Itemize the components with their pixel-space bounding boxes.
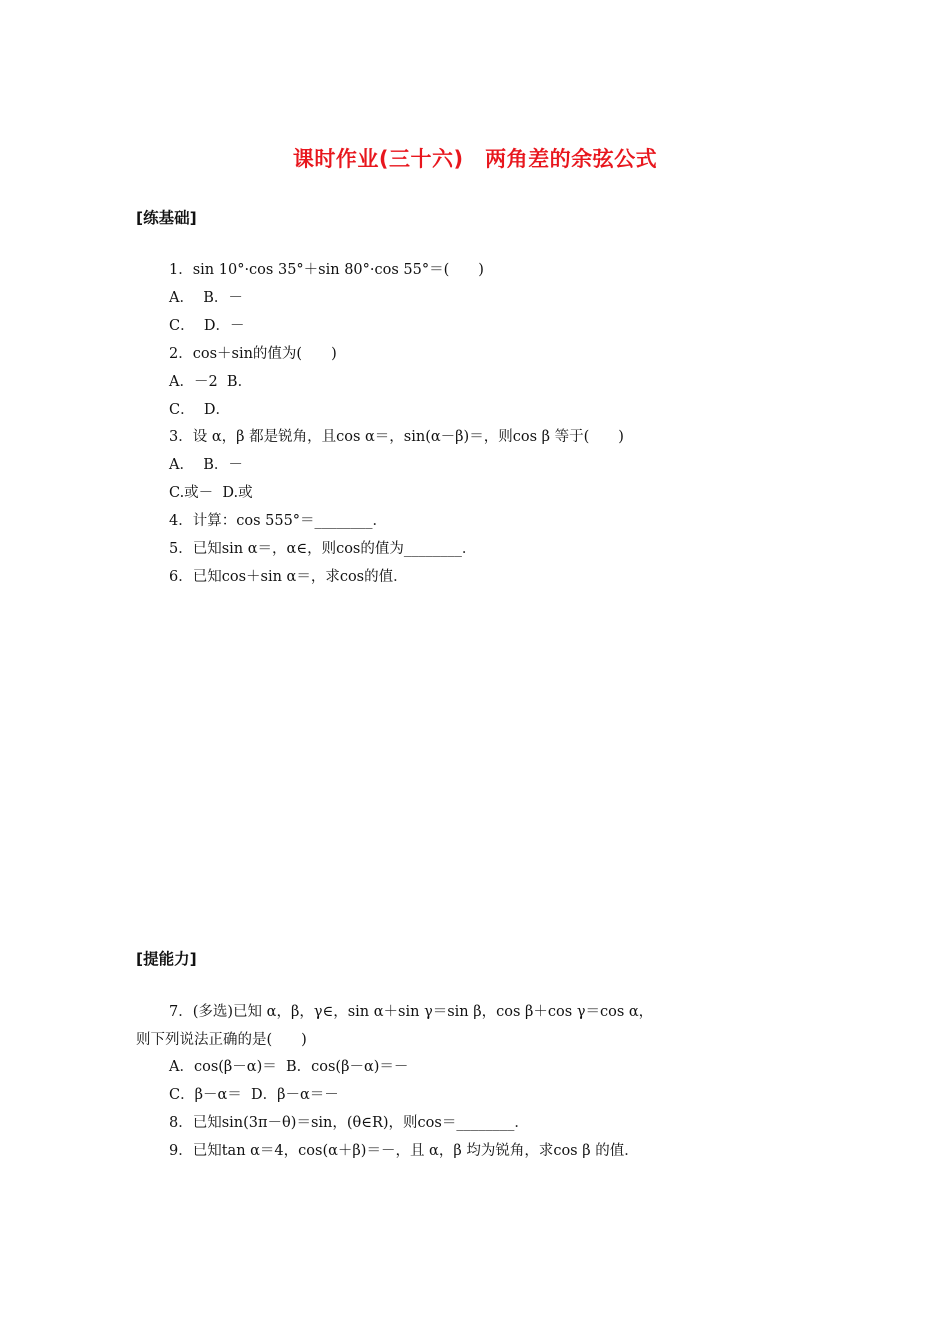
question-2-options-cd: C． D． <box>169 402 230 418</box>
section-heading-basic: [练基础] <box>136 209 197 227</box>
page-title: 课时作业(三十六) 两角差的余弦公式 <box>292 147 658 171</box>
question-2: 2．cos＋sin的值为( ) <box>169 346 337 362</box>
question-2-options-ab: A．－2 B． <box>169 374 253 390</box>
section-heading-advanced: [提能力] <box>136 950 197 968</box>
question-3-options-cd: C.或－ D.或 <box>169 485 253 501</box>
question-7-options-ab: A．cos(β－α)＝ B．cos(β－α)＝－ <box>169 1059 409 1075</box>
question-1-options-ab: A． B．－ <box>169 290 243 306</box>
question-7: 7．(多选)已知 α，β，γ∈，sin α＋sin γ＝sin β，cos β＋cos γ＝cos α， <box>169 1004 654 1020</box>
question-1-options-cd: C． D．－ <box>169 318 245 334</box>
question-1: 1．sin 10°·cos 35°＋sin 80°·cos 55°＝( ) <box>169 262 484 278</box>
question-7-options-cd: C．β－α＝ D．β－α＝－ <box>169 1087 339 1103</box>
question-5: 5．已知sin α＝，α∈，则cos的值为________． <box>169 541 477 557</box>
question-8: 8．已知sin(3π－θ)＝sin，(θ∈R)，则cos＝________． <box>169 1115 529 1131</box>
question-6: 6．已知cos＋sin α＝，求cos的值． <box>169 569 408 585</box>
question-3-options-ab: A． B．－ <box>169 457 243 473</box>
question-7-continued: 则下列说法正确的是( ) <box>136 1032 307 1048</box>
question-9: 9．已知tan α＝4，cos(α＋β)＝－，且 α，β 均为锐角，求cos β 的值． <box>169 1143 639 1159</box>
question-3: 3．设 α，β 都是锐角，且cos α＝，sin(α－β)＝，则cos β 等于( ) <box>169 429 624 445</box>
question-4: 4．计算：cos 555°＝________． <box>169 513 388 529</box>
